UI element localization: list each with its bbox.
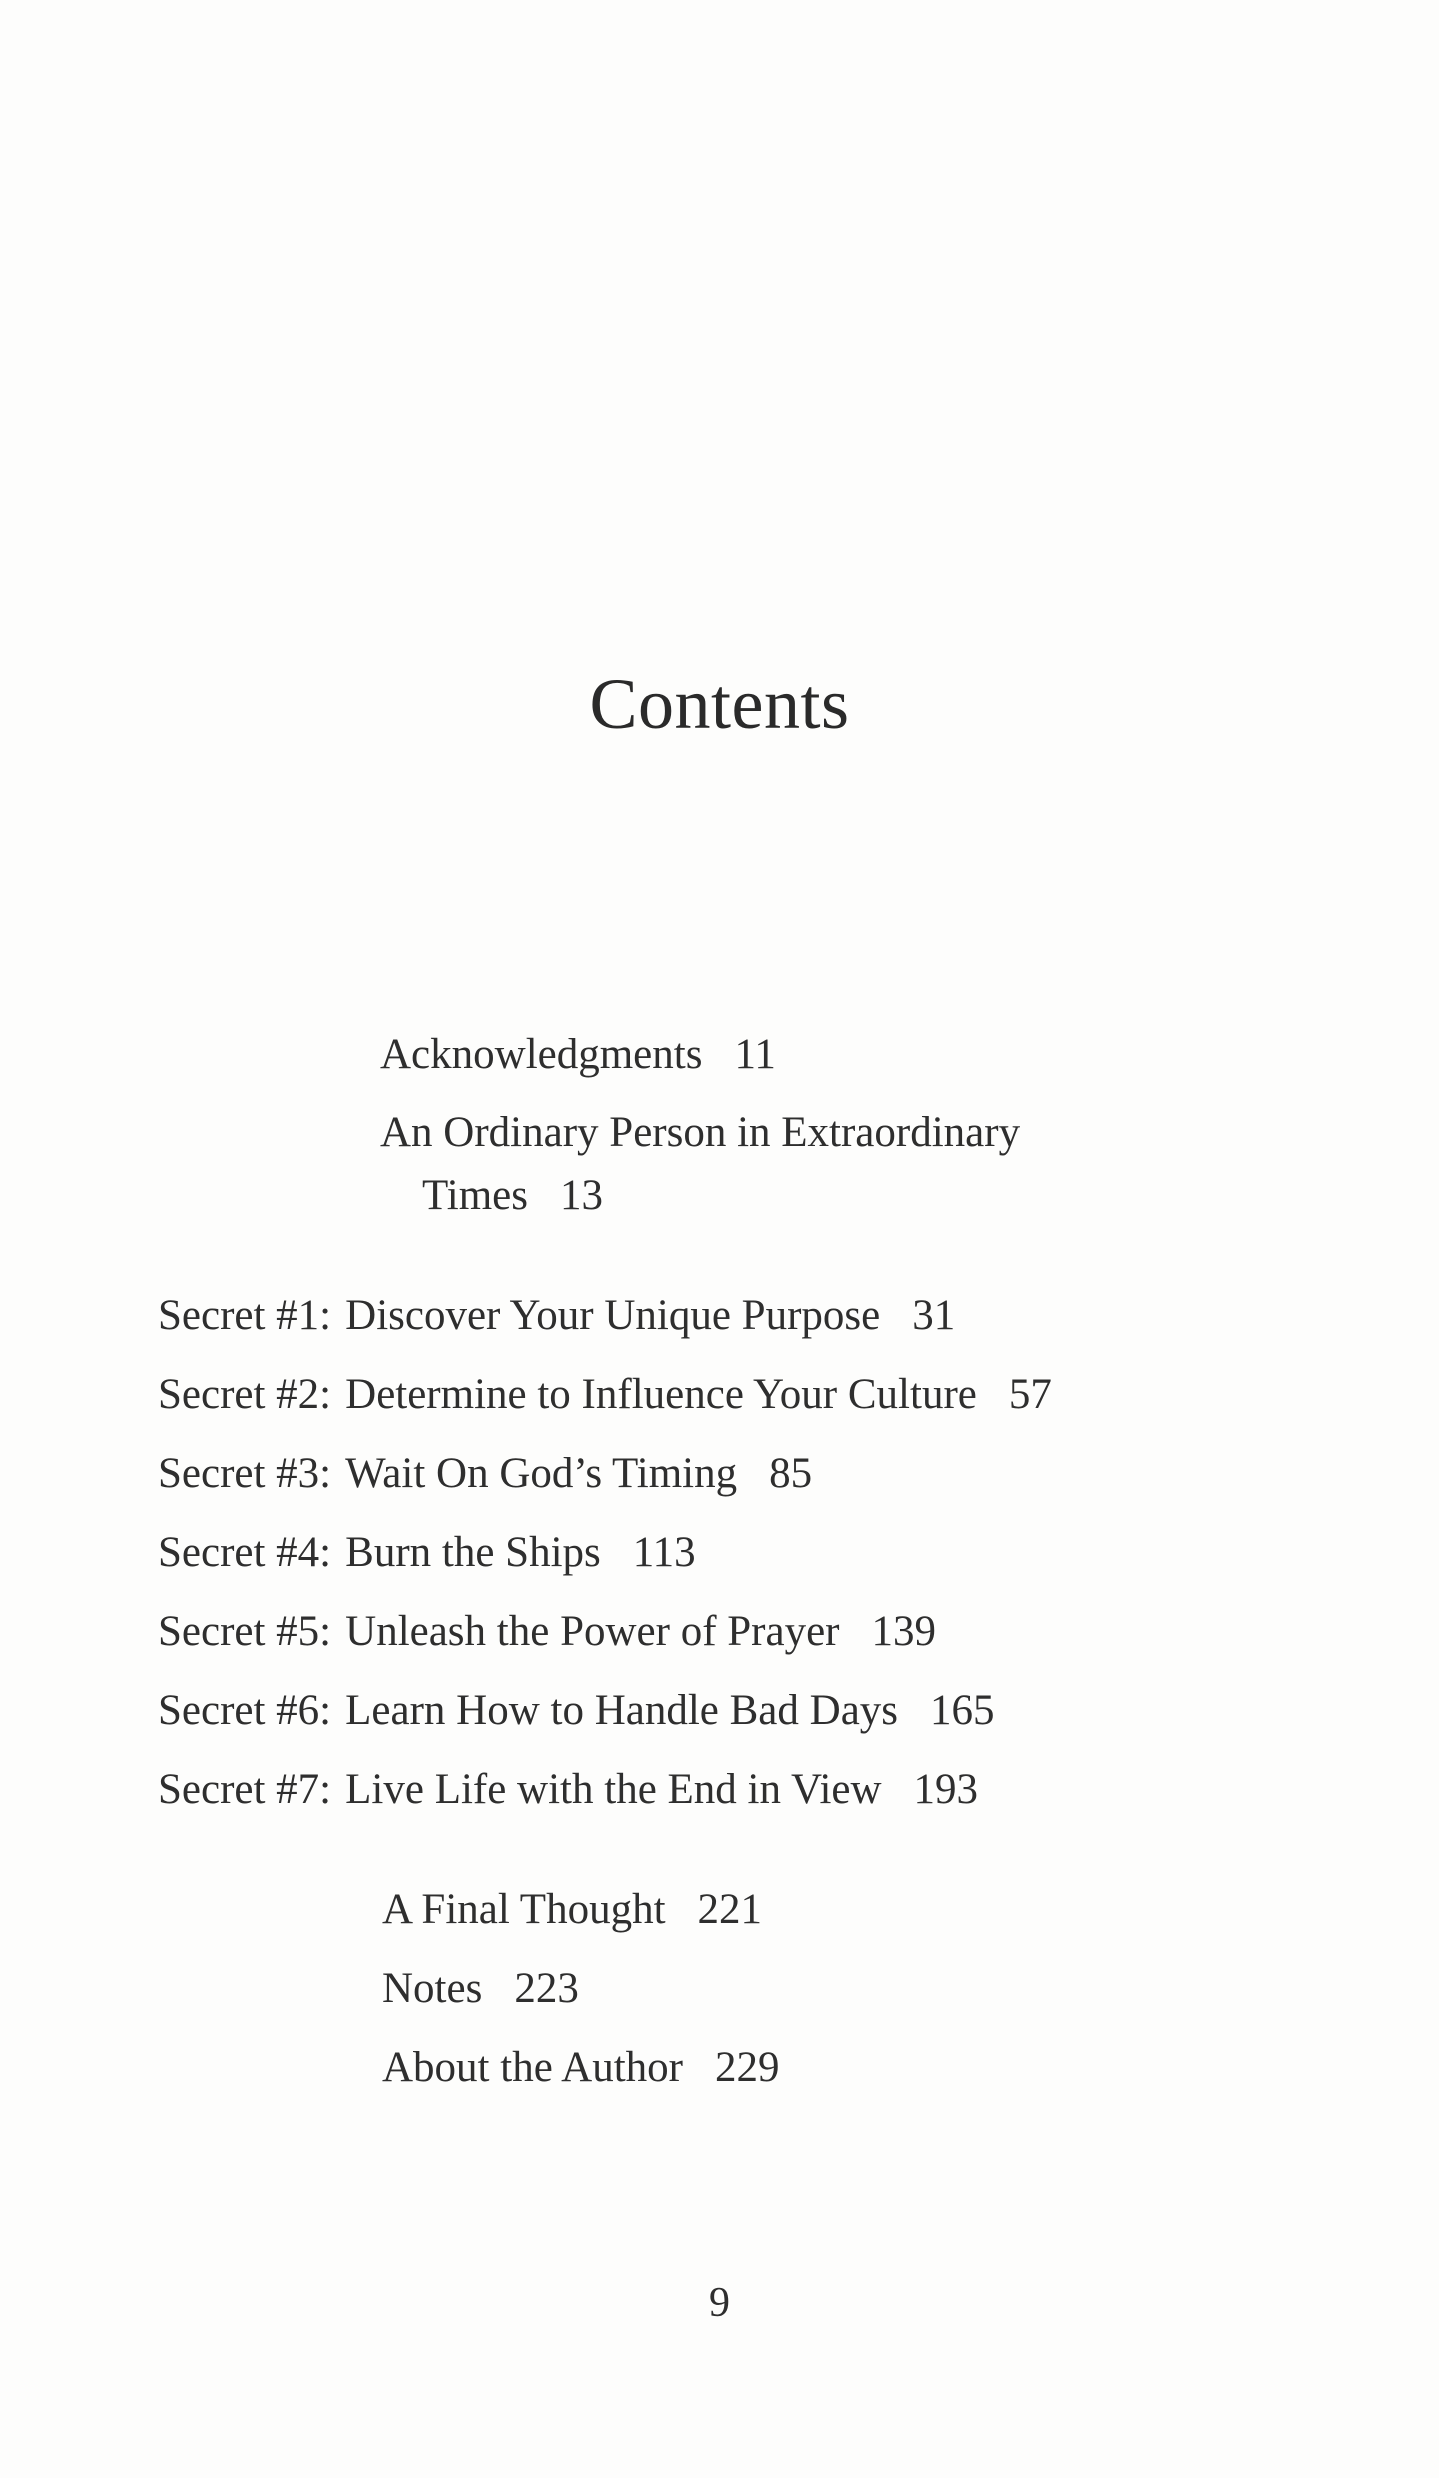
toc-secret-label: Secret #6: xyxy=(158,1687,332,1734)
toc-entry-title: About the Author xyxy=(382,2044,683,2091)
toc-entry-title: Burn the Ships xyxy=(345,1529,601,1576)
toc-entry-title: Determine to Influence Your Culture xyxy=(345,1371,977,1418)
toc-entry-page: 221 xyxy=(697,1886,763,1933)
toc-entry-introduction-continued xyxy=(422,1174,603,1217)
toc-entry-page: 165 xyxy=(930,1687,995,1734)
toc-entry-secret-2 xyxy=(158,1373,1052,1416)
toc-secret-label: Secret #2: xyxy=(158,1371,332,1418)
toc-entry-final-thought xyxy=(382,1888,762,1931)
toc-entry-page: 193 xyxy=(913,1766,979,1813)
toc-entry-page: 85 xyxy=(769,1450,813,1497)
toc-entry-secret-1 xyxy=(158,1294,955,1337)
toc-entry-secret-7 xyxy=(158,1768,978,1811)
toc-secret-label: Secret #7: xyxy=(158,1766,332,1813)
toc-entry-page: 139 xyxy=(871,1608,936,1655)
toc-entry-page: 229 xyxy=(714,2044,780,2091)
toc-entry-title: A Final Thought xyxy=(382,1886,666,1933)
toc-entry-page: 31 xyxy=(912,1292,956,1339)
toc-entry-page: 11 xyxy=(734,1031,776,1078)
toc-entry-page: 57 xyxy=(1008,1371,1052,1418)
toc-entry-secret-5 xyxy=(158,1610,936,1653)
toc-entry-acknowledgments xyxy=(380,1033,776,1076)
toc-entry-title: Wait On God’s Timing xyxy=(345,1450,738,1497)
toc-entry-title: Notes xyxy=(382,1965,483,2012)
toc-entry-title: Unleash the Power of Prayer xyxy=(345,1608,840,1655)
toc-entry-secret-3 xyxy=(158,1452,812,1495)
toc-entry-title: An Ordinary Person in Extraordinary xyxy=(380,1109,1021,1156)
toc-entry-page: 13 xyxy=(559,1172,603,1219)
toc-entry-title: Live Life with the End in View xyxy=(345,1766,882,1813)
toc-entry-secret-4 xyxy=(158,1531,696,1574)
toc-secret-label: Secret #1: xyxy=(158,1292,332,1339)
toc-entry-notes xyxy=(382,1967,579,2010)
toc-secret-label: Secret #5: xyxy=(158,1608,332,1655)
toc-entry-title: Times xyxy=(422,1172,528,1219)
toc-entry-introduction xyxy=(380,1111,1020,1154)
toc-entry-title: Learn How to Handle Bad Days xyxy=(345,1687,899,1734)
toc-entry-title: Discover Your Unique Purpose xyxy=(345,1292,881,1339)
toc-entry-about-author xyxy=(382,2046,779,2089)
toc-entry-title: Acknowledgments xyxy=(380,1031,703,1078)
toc-secret-label: Secret #4: xyxy=(158,1529,332,1576)
toc-secret-label: Secret #3: xyxy=(158,1450,332,1497)
page-number: 9 xyxy=(709,2280,730,2326)
toc-entry-secret-6 xyxy=(158,1689,995,1732)
toc-entry-page: 113 xyxy=(632,1529,696,1576)
toc-entry-page: 223 xyxy=(514,1965,579,2012)
page-title: Contents xyxy=(589,664,850,744)
